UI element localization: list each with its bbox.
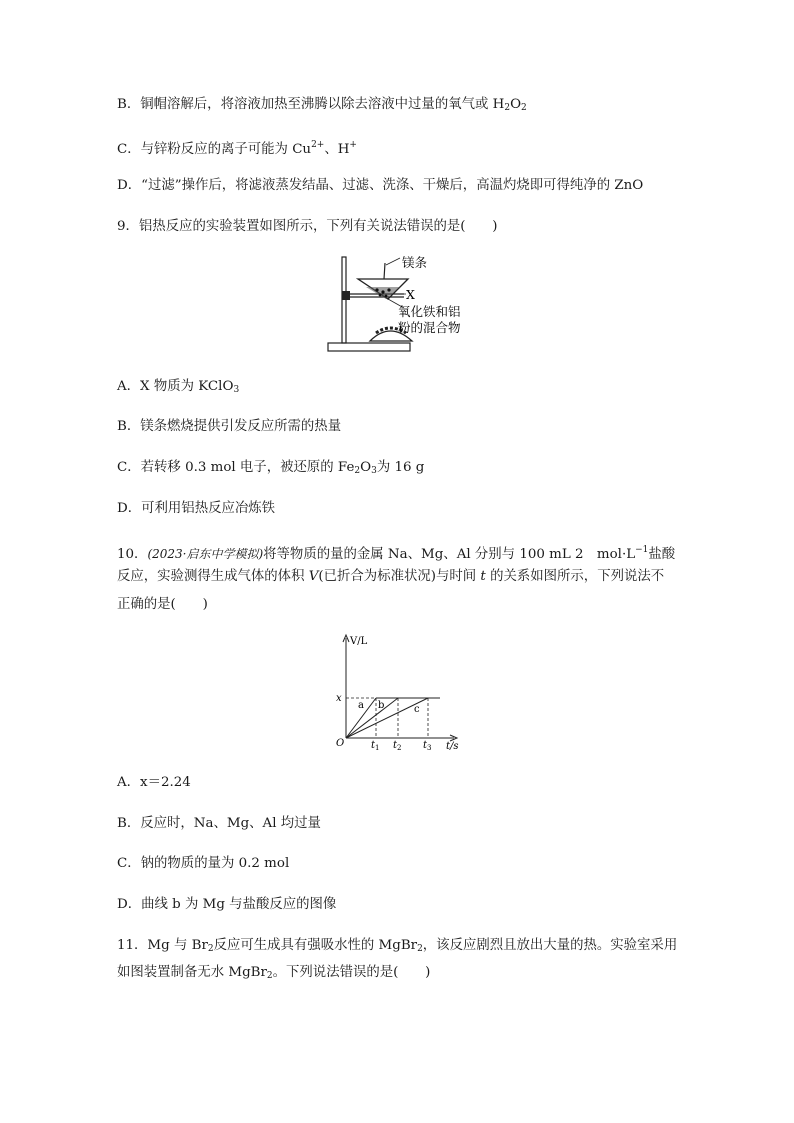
q8-option-b-text: B．铜帽溶解后，将溶液加热至沸腾以除去溶液中过量的氧气或 H — [117, 97, 505, 112]
t2-label: $t_2$ — [393, 740, 402, 752]
q9-option-c — [117, 459, 424, 480]
subscript: 3 — [371, 466, 377, 476]
curve-b-label: b — [378, 700, 385, 711]
label-mixture-2: 粉的混合物 — [398, 320, 461, 335]
q9-option-c-text: C．若转移 0.3 mol 电子，被还原的 Fe — [117, 460, 355, 475]
x-axis-label: t/s — [446, 741, 459, 752]
q11-text: 11．Mg 与 Br — [117, 938, 208, 953]
x-mark-label: x — [336, 693, 342, 704]
subscript: 2 — [521, 103, 527, 113]
label-mixture-1: 氧化铁和铝 — [398, 304, 461, 319]
q9-option-c-post: 为 16 g — [376, 460, 425, 475]
q10-source: (2023·启东中学模拟) — [147, 547, 264, 561]
q8-option-c-mid: 、H — [324, 142, 350, 157]
q10-stem-text: 将等物质的量的金属 Na、Mg、Al 分别与 100 mL 2 mol·L — [263, 547, 636, 562]
y-axis-label: V/L — [350, 636, 368, 647]
q11-text: 反应可生成具有强吸水性的 MgBr — [213, 938, 418, 953]
q10-option-d-text: D．曲线 b 为 Mg 与盐酸反应的图像 — [117, 897, 337, 912]
q10-option-a — [117, 774, 191, 792]
q8-option-d-text: D．“过滤”操作后，将滤液蒸发结晶、过滤、洗涤、干燥后，高温灼烧即可得纯净的 ZnO — [117, 178, 644, 193]
q10-stem-line2 — [117, 568, 664, 586]
label-magnesium: 镁条 — [402, 255, 428, 270]
superscript: −1 — [635, 545, 649, 555]
q9-stem — [117, 218, 498, 236]
q10-option-c-text: C．钠的物质的量为 0.2 mol — [117, 856, 290, 871]
q11-text: 。下列说法错误的是( ) — [272, 965, 431, 980]
thermite-apparatus-figure — [322, 255, 482, 357]
q11-text: 如图装置制备无水 MgBr — [117, 965, 267, 980]
q10-option-c — [117, 855, 289, 873]
q10-option-a-text: A．x＝2.24 — [117, 775, 191, 790]
q11-text: ，该反应剧烈且放出大量的热。实验室采用 — [422, 938, 678, 953]
q10-line2-text: (已折合为标准状况)与时间 — [318, 569, 481, 584]
label-x: X — [406, 287, 415, 302]
subscript: 2 — [266, 971, 273, 981]
subscript: 3 — [233, 385, 240, 395]
q9-option-b — [117, 418, 341, 436]
q8-option-d — [117, 177, 643, 195]
q8-option-c — [117, 136, 357, 159]
q8-option-b — [117, 96, 527, 117]
q10-option-b — [117, 815, 321, 833]
q10-option-b-text: B．反应时，Na、Mg、Al 均过量 — [117, 816, 321, 831]
subscript: 2 — [354, 466, 361, 476]
q9-option-c-mid: O — [360, 460, 372, 475]
volume-time-graph — [330, 632, 466, 752]
q10-line3-text: 正确的是( ) — [117, 597, 208, 612]
q8-option-c-text: C．与锌粉反应的离子可能为 Cu — [117, 142, 312, 157]
curve-a-label: a — [358, 700, 364, 711]
q11-stem-line1 — [117, 937, 677, 958]
stand-base — [328, 343, 410, 351]
q10-stem-line3 — [117, 596, 208, 614]
q8-option-b-mid: O — [510, 97, 522, 112]
t3-label: $t_3$ — [423, 740, 432, 752]
subscript: 2 — [417, 944, 423, 954]
q10-stem-text-end: 盐酸 — [648, 547, 676, 562]
variable-t: t — [480, 569, 486, 584]
q10-number: 10． — [117, 547, 148, 562]
subscript: 2 — [504, 103, 511, 113]
subscript: 2 — [207, 944, 214, 954]
q9-option-b-text: B．镁条燃烧提供引发反应所需的热量 — [117, 419, 342, 434]
q9-option-a-text: A．X 物质为 KClO — [117, 379, 234, 394]
q9-option-d-text: D．可利用铝热反应冶炼铁 — [117, 501, 276, 516]
curve-c-label: c — [414, 704, 420, 715]
q9-option-a — [117, 378, 239, 399]
origin-label: O — [336, 738, 345, 749]
q10-stem-line1 — [117, 541, 675, 564]
q10-option-d — [117, 896, 336, 914]
magnesium-ribbon — [384, 263, 385, 279]
superscript: + — [349, 140, 357, 150]
q9-option-d — [117, 500, 275, 518]
q10-line2-text: 反应，实验测得生成气体的体积 — [117, 569, 309, 584]
q11-stem-line2 — [117, 964, 430, 985]
t1-label: $t_1$ — [371, 740, 380, 752]
superscript: 2+ — [311, 140, 325, 150]
q10-line2-text: 的关系如图所示，下列说法不 — [485, 569, 665, 584]
variable-v: V — [308, 569, 319, 584]
q9-stem-text: 9．铝热反应的实验装置如图所示，下列有关说法错误的是( ) — [117, 219, 498, 234]
clamp-holder — [342, 291, 350, 300]
